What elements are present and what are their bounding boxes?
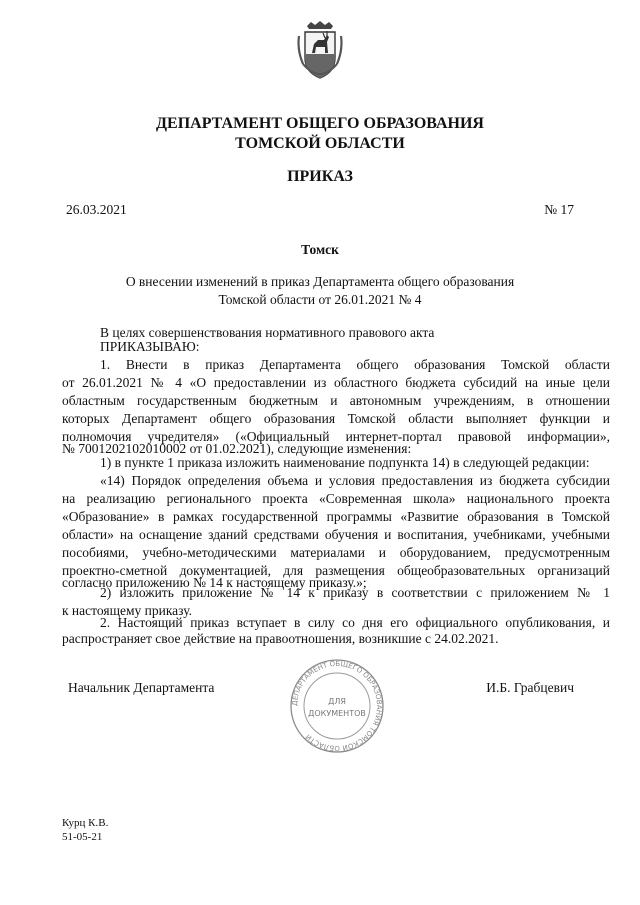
official-stamp: [282, 656, 392, 756]
executor-phone: 51-05-21: [62, 831, 103, 843]
document-date: 26.03.2021: [66, 202, 127, 217]
executor-name: Курц К.В.: [62, 817, 109, 829]
p1-line: от 26.01.2021 № 4 «О предоставлении из областного бюджета субсидий на иные цели: [62, 375, 610, 390]
p1-line: 1. Внести в приказ Департамента общего образования Томской области: [100, 357, 610, 372]
p1-line: областным государственным бюджетным и автономным учреждениям, в отношении: [62, 393, 610, 408]
signer-position: Начальник Департамента: [68, 680, 215, 695]
p1-1-text-line: «Образование» в рамках государственной программы «Развитие образования в Томской: [62, 509, 610, 524]
p1-1-text-line: согласно приложению № 14 к настоящему приказу.»;: [62, 575, 367, 590]
subject-line2: Томской области от 26.01.2021 № 4: [218, 292, 422, 307]
p1-1-text-line: проектно-сметной документацией, для размещения общеобразовательных организаций: [62, 563, 610, 578]
subject-line1: О внесении изменений в приказ Департамента общего образования: [125, 274, 515, 289]
p1-line: № 7001202102010002 от 01.02.2021), следующие изменения:: [62, 441, 412, 456]
stamp-line2: ДОКУМЕНТОВ: [308, 709, 366, 718]
signer-name: И.Б. Грабцевич: [486, 680, 574, 695]
coat-of-arms-emblem: [297, 20, 343, 82]
document-number: № 17: [544, 202, 574, 217]
city: Томск: [301, 242, 339, 257]
department-title-line1: ДЕПАРТАМЕНТ ОБЩЕГО ОБРАЗОВАНИЯ: [156, 115, 484, 132]
p1-1-text-line: области» на оснащение зданий средствами обучения и воспитания, учебниками, учебными: [62, 527, 610, 542]
order-word: ПРИКАЗЫВАЮ:: [100, 339, 200, 354]
stamp-line1: ДЛЯ: [328, 697, 346, 706]
p1-1-text-line: пособиями, учебно-методическими материалами и оборудованием, предусмотренным: [62, 545, 610, 560]
p1-1-text-line: «14) Порядок определения объема и условия предоставления из бюджета субсидии: [100, 473, 610, 488]
stamp-ring-text: ДЕПАРТАМЕНТ ОБЩЕГО ОБРАЗОВАНИЯ ТОМСКОЙ ОБЛАСТИ: [290, 659, 384, 753]
p1-1-text-line: на реализацию регионального проекта «Современная школа» национального проекта: [62, 491, 610, 506]
p1-line: полномочия учредителя» («Официальный интернет-портал правовой информации»,: [62, 429, 610, 444]
department-title-line2: ТОМСКОЙ ОБЛАСТИ: [235, 135, 405, 152]
preamble: В целях совершенствования нормативного правового акта: [100, 325, 435, 340]
p1-1-line: 1) в пункте 1 приказа изложить наименование подпункта 14) в следующей редакции:: [100, 455, 590, 470]
p1-2-line: 2) изложить приложение № 14 к приказу в соответствии с приложением № 1: [100, 585, 610, 600]
p2-line: 2. Настоящий приказ вступает в силу со дня его официального опубликования, и: [100, 615, 610, 630]
document-type: ПРИКАЗ: [287, 168, 353, 185]
p2-line: распространяет свое действие на правоотношения, возникшие с 24.02.2021.: [62, 631, 499, 646]
p1-line: которых Департамент общего образования Томской области выполняет функции и: [62, 411, 610, 426]
p1-2-line: к настоящему приказу.: [62, 603, 192, 618]
